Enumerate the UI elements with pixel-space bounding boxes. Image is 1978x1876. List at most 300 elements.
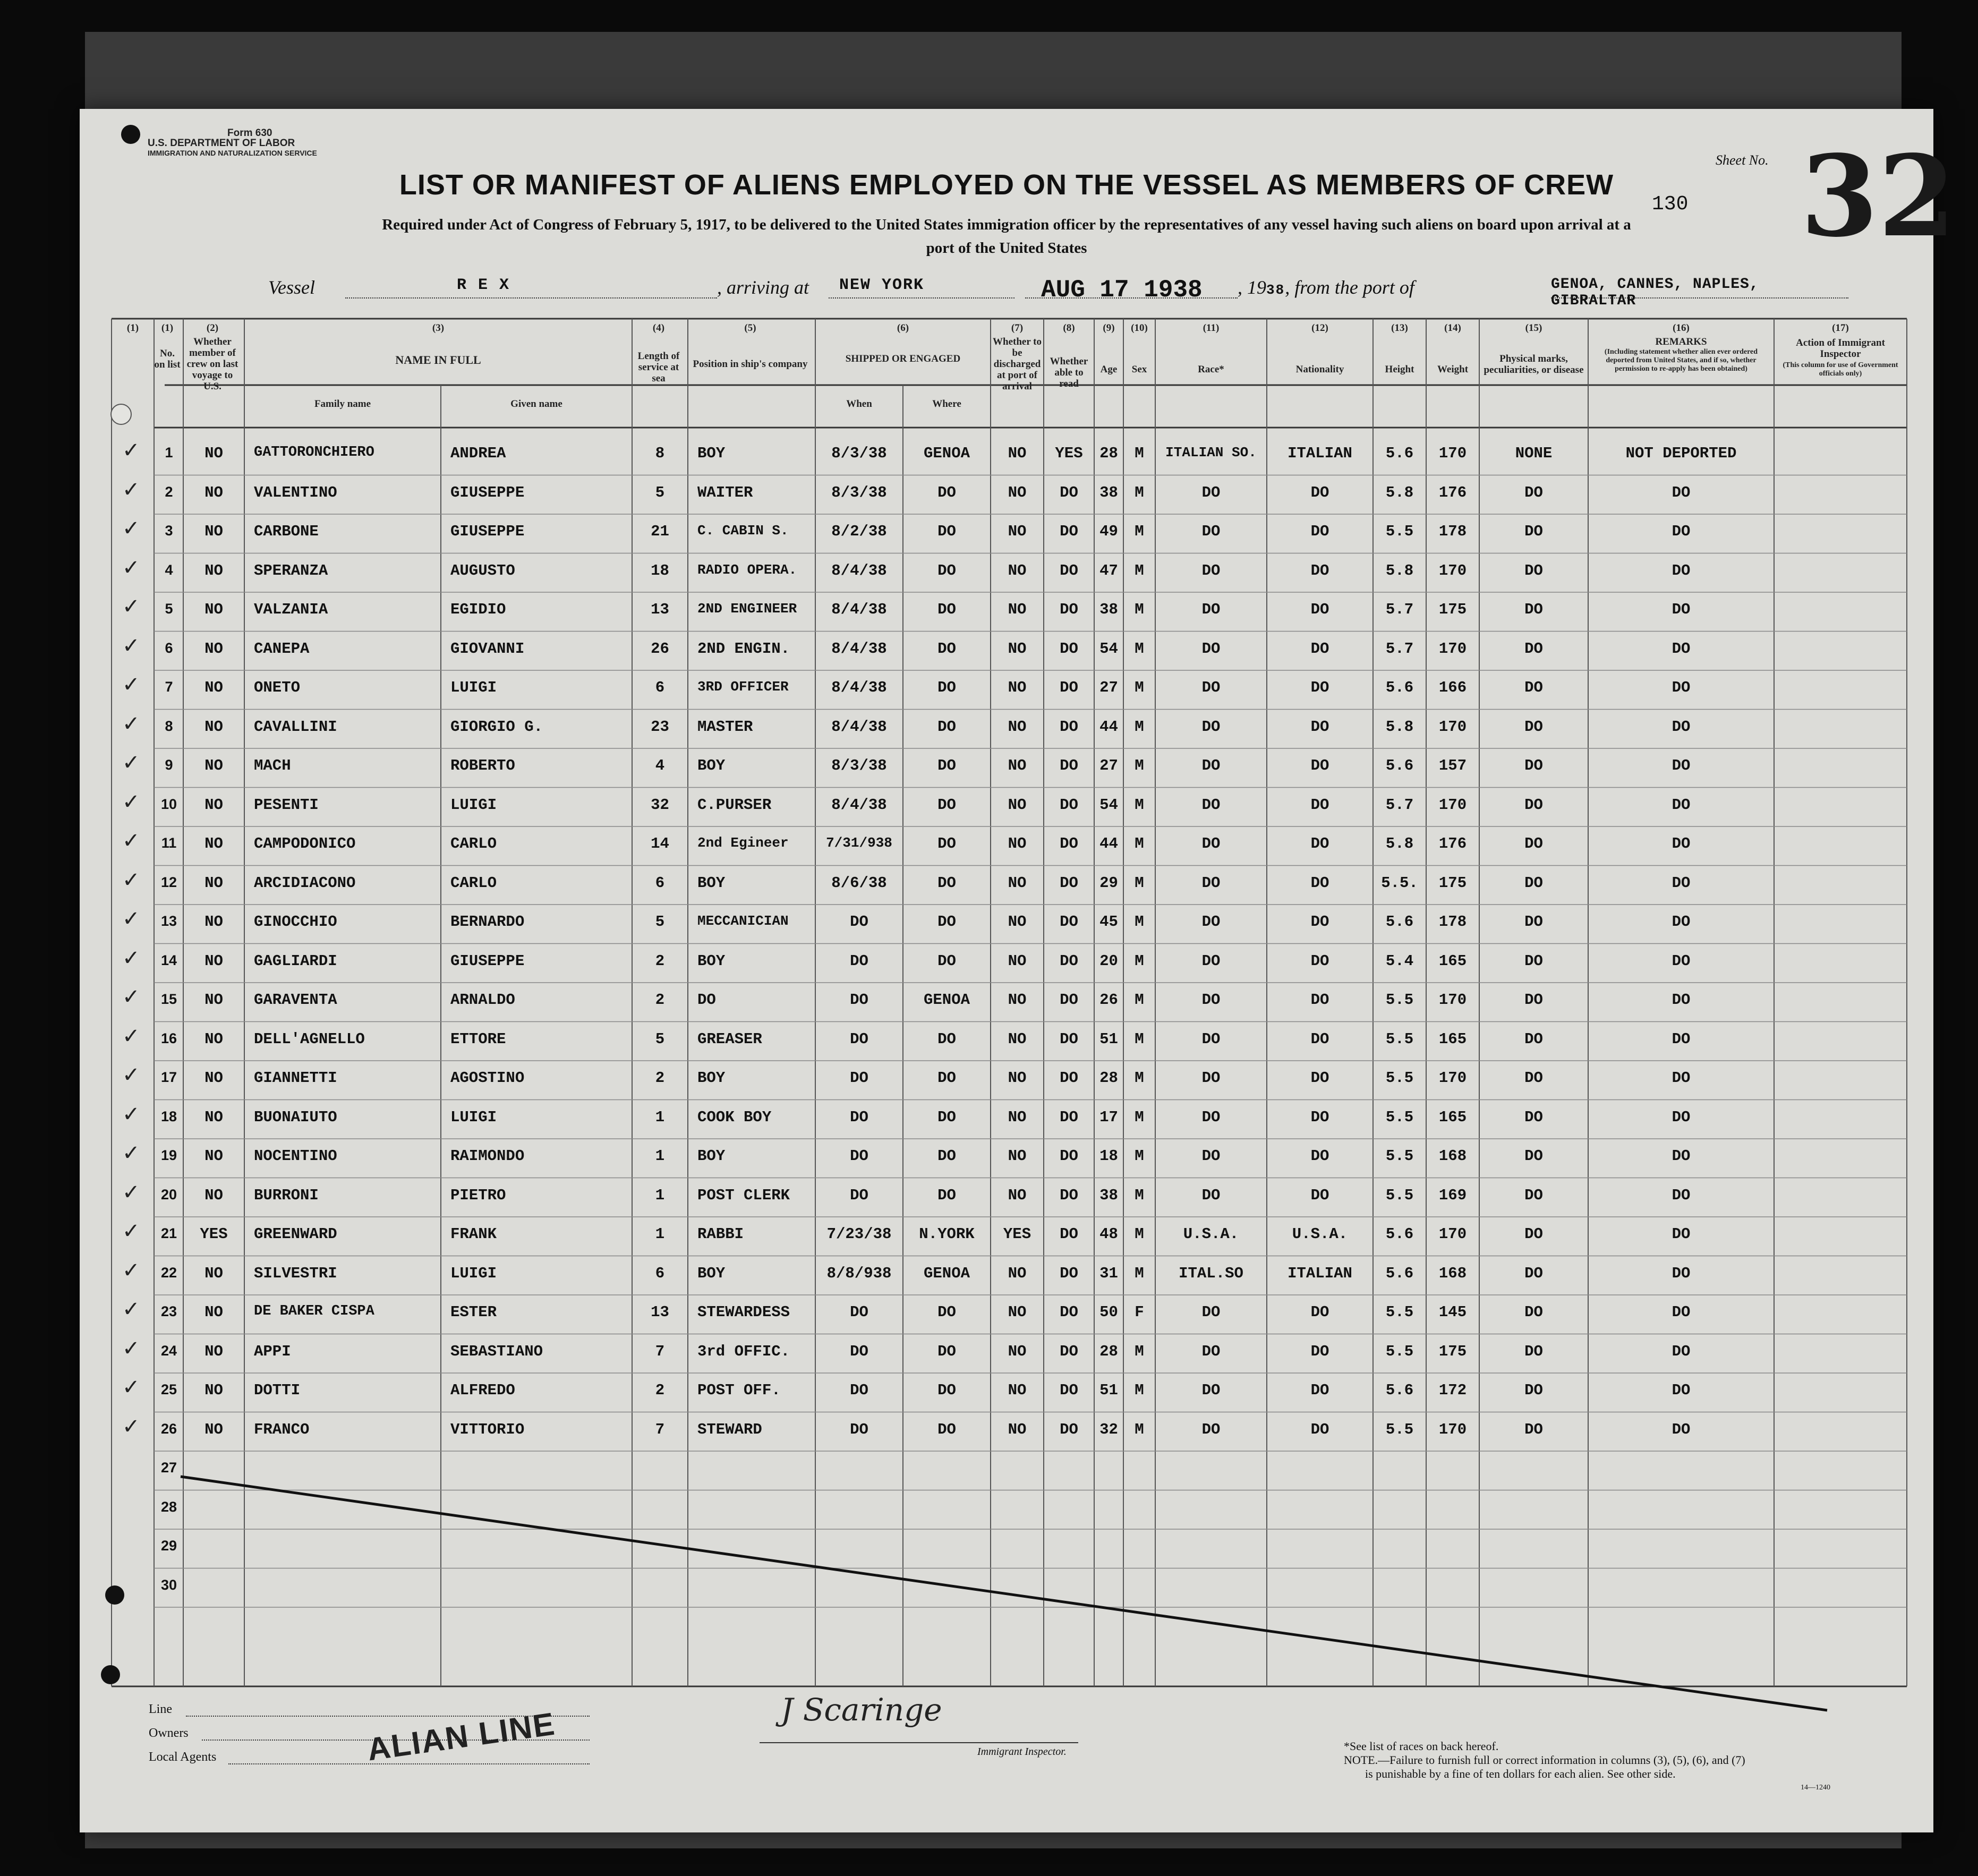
cell-nat: DO [1310,1382,1329,1399]
cell-given: GIUSEPPE [450,483,525,501]
cell-read: DO [1060,718,1078,736]
cell-read: DO [1060,1069,1078,1087]
cell-when: 8/4/38 [831,679,887,696]
check-mark-icon: ✓ [122,1024,140,1048]
check-mark-icon: ✓ [122,711,140,736]
cell-crew: NO [204,1069,223,1087]
cell-crew: NO [204,835,223,852]
cell-position: BOY [697,757,726,774]
cell-marks: DO [1524,952,1543,970]
cell-remarks: DO [1672,601,1691,618]
hdr-when: When [846,398,872,410]
cell-given: GIORGIO G. [450,718,543,736]
cell-age: 45 [1099,913,1118,931]
cell-age: 20 [1099,952,1118,970]
cell-service: 1 [655,1225,665,1243]
hdr-age: Age [1100,364,1118,375]
cell-crew: NO [204,1420,223,1438]
hdr-name-in-full: NAME IN FULL [395,353,481,366]
cell-sex: M [1135,835,1144,852]
cell-position: BOY [697,952,726,970]
cell-weight: 168 [1438,1264,1467,1282]
cell-age: 38 [1099,601,1118,618]
cell-remarks: NOT DEPORTED [1625,445,1737,462]
cell-disch: NO [1008,1342,1027,1360]
cell-read: DO [1060,561,1078,579]
from-label: , from the port of [1285,277,1414,298]
cell-age: 28 [1099,445,1118,462]
cell-given: ARNALDO [450,991,515,1009]
hdr-col7-num: (7) [1011,322,1024,334]
cell-given: CARLO [450,835,497,852]
cell-sex: M [1135,1420,1144,1438]
cell-family: GARAVENTA [254,991,337,1009]
cell-marks: DO [1524,1069,1543,1087]
cell-where: GENOA [923,1264,970,1282]
cell-race: DO [1201,1069,1221,1087]
cell-disch: NO [1008,796,1027,814]
cell-given: LUIGI [450,1264,497,1282]
cell-nat: DO [1310,1420,1329,1438]
cell-nat: DO [1310,1147,1329,1165]
cell-age: 50 [1099,1303,1118,1321]
cell-given: CARLO [450,874,497,892]
cell-nat: DO [1310,679,1329,696]
cell-where: DO [937,523,956,540]
cell-marks: DO [1524,561,1543,579]
cell-service: 2 [655,952,665,970]
cell-when: DO [850,991,868,1009]
cell-when: 8/4/38 [831,796,887,814]
cell-service: 32 [651,796,669,814]
cell-given: AUGUSTO [450,561,515,579]
cell-marks: DO [1524,1303,1543,1321]
cell-family: VALZANIA [254,601,328,618]
cell-age: 17 [1099,1108,1118,1126]
cell-given: SEBASTIANO [450,1342,543,1360]
cell-age: 38 [1099,1186,1118,1204]
cell-marks: DO [1524,679,1543,696]
cell-remarks: DO [1672,874,1691,892]
cell-crew: NO [204,601,223,618]
cell-position: POST OFF. [697,1382,781,1399]
hdr-inspector-note: (This column for use of Government officials only) [1783,361,1898,378]
cell-family: SPERANZA [254,561,328,579]
cell-weight: 170 [1438,1420,1467,1438]
row-number: 2 [165,483,173,500]
cell-height: 5.5 [1385,991,1414,1009]
cell-height: 5.5 [1385,523,1414,540]
cell-sex: M [1135,991,1144,1009]
cell-weight: 170 [1438,718,1467,736]
cell-sex: M [1135,718,1144,736]
cell-remarks: DO [1672,523,1691,540]
cell-race: DO [1201,483,1221,501]
cell-race: ITAL.SO [1179,1264,1243,1282]
cell-race: DO [1201,601,1221,618]
cell-service: 2 [655,1069,665,1087]
cell-family: GIANNETTI [254,1069,337,1087]
hdr-crew-last-voyage: Whether member of crew on last voyage to U.S. [186,336,238,392]
cell-remarks: DO [1672,1225,1691,1243]
cell-when: 8/4/38 [831,561,887,579]
cell-read: DO [1060,679,1078,696]
footer-note [1344,1739,1875,1795]
cell-when: DO [850,1186,868,1204]
cell-marks: DO [1524,601,1543,618]
cell-weight: 170 [1438,1069,1467,1087]
agents-underline [228,1763,590,1764]
vessel-label: Vessel [268,277,315,298]
cell-position: C. CABIN S. [697,523,789,539]
cell-age: 48 [1099,1225,1118,1243]
cell-position: BOY [697,1264,726,1282]
hdr-weight: Weight [1437,364,1469,375]
cell-service: 8 [655,445,665,462]
cell-position: BOY [697,445,726,462]
cell-weight: 165 [1438,952,1467,970]
row-number: 14 [160,952,177,968]
cell-age: 47 [1099,561,1118,579]
hdr-col14-num: (14) [1444,322,1461,334]
vessel-name: R E X [457,276,510,294]
cell-read: YES [1055,445,1083,462]
cell-remarks: DO [1672,796,1691,814]
inspector-label: Immigrant Inspector. [977,1746,1067,1758]
check-mark-icon: ✓ [122,1141,140,1165]
check-mark-icon: ✓ [122,1180,140,1205]
cell-service: 13 [651,1303,669,1321]
cell-crew: NO [204,445,223,462]
cell-weight: 166 [1438,679,1467,696]
cell-disch: NO [1008,601,1027,618]
cell-disch: NO [1008,561,1027,579]
cell-remarks: DO [1672,757,1691,774]
cell-disch: NO [1008,757,1027,774]
cell-position: C.PURSER [697,796,772,814]
hdr-col3-num: (3) [432,322,445,334]
cell-remarks: DO [1672,991,1691,1009]
cell-family: CARBONE [254,523,319,540]
cell-service: 6 [655,1264,665,1282]
cell-read: DO [1060,991,1078,1009]
cell-nat: DO [1310,639,1329,658]
cell-nat: DO [1310,1303,1329,1321]
cell-remarks: DO [1672,1420,1691,1438]
note-races: *See list of races on back hereof. [1344,1739,1499,1753]
row-number: 24 [160,1342,177,1359]
form-number: Form 630 [227,127,272,139]
cell-where: DO [937,1069,956,1087]
cell-position: BOY [697,874,726,892]
hdr-no-on-list: No. on list [154,348,181,370]
cell-weight: 176 [1438,835,1467,852]
cell-race: U.S.A. [1183,1225,1239,1243]
cell-family: DOTTI [254,1382,301,1399]
row-number: 27 [160,1460,177,1476]
cell-height: 5.8 [1385,718,1414,736]
cell-crew: NO [204,1264,223,1282]
row-number: 22 [160,1264,177,1281]
cell-service: 2 [655,1382,665,1399]
row-number: 17 [160,1069,177,1085]
cell-read: DO [1060,874,1078,892]
subtitle-line-1: Required under Act of Congress of February 5, 1917, to be delivered to the United States immigration officer by the representatives of any vessel having such aliens on board upon arrival at a [382,216,1631,233]
cell-sex: M [1135,445,1144,462]
cell-given: ROBERTO [450,757,515,774]
cell-position: POST CLERK [697,1186,790,1204]
cell-given: ALFREDO [450,1382,515,1399]
cell-service: 26 [651,639,669,658]
cell-where: DO [937,1186,956,1204]
cell-service: 5 [655,1030,665,1048]
check-mark-icon: ✓ [122,477,140,502]
cell-disch: NO [1008,991,1027,1009]
cell-remarks: DO [1672,835,1691,852]
cell-marks: DO [1524,913,1543,931]
cell-when: DO [850,1303,868,1321]
cell-height: 5.5 [1385,1147,1414,1165]
check-mark-icon: ✓ [122,751,140,775]
cell-height: 5.8 [1385,835,1414,852]
cell-crew: NO [204,561,223,579]
cell-position: COOK BOY [697,1108,772,1126]
cell-when: DO [850,1342,868,1360]
cell-disch: NO [1008,1303,1027,1321]
cell-position: 3rd OFFIC. [697,1342,790,1360]
cell-family: ONETO [254,679,301,696]
cell-nat: DO [1310,952,1329,970]
sheet-label: Sheet No. [1716,152,1769,168]
cell-remarks: DO [1672,1030,1691,1048]
cell-position: 2ND ENGIN. [697,639,790,658]
cell-read: DO [1060,1030,1078,1048]
cell-disch: NO [1008,835,1027,852]
cell-race: DO [1201,561,1221,579]
cell-race: DO [1201,1382,1221,1399]
cell-where: DO [937,952,956,970]
cell-service: 1 [655,1186,665,1204]
cell-where: DO [937,601,956,618]
cell-remarks: DO [1672,679,1691,696]
cell-given: ETTORE [450,1030,506,1048]
cell-marks: DO [1524,796,1543,814]
cell-nat: DO [1310,561,1329,579]
cell-service: 6 [655,874,665,892]
cell-position: RABBI [697,1225,744,1243]
cell-race: DO [1201,1030,1221,1048]
cell-read: DO [1060,1147,1078,1165]
cell-disch: NO [1008,523,1027,540]
cell-sex: M [1135,1382,1144,1399]
cell-weight: 175 [1438,874,1467,892]
cell-family: FRANCO [254,1420,310,1438]
hdr-sex: Sex [1131,364,1147,375]
cell-race: DO [1201,952,1221,970]
cell-read: DO [1060,1420,1078,1438]
row-number: 19 [160,1147,177,1163]
cell-read: DO [1060,1108,1078,1126]
cell-when: 8/8/938 [826,1264,892,1282]
cell-sex: M [1135,561,1144,579]
cell-race: DO [1201,991,1221,1009]
cell-crew: YES [200,1225,228,1243]
cell-remarks: DO [1672,1186,1691,1204]
cell-remarks: DO [1672,561,1691,579]
cell-given: ANDREA [450,445,506,462]
hdr-inspector-action: Action of Immigrant Inspector [1796,337,1885,360]
cell-age: 54 [1099,639,1118,658]
cell-crew: NO [204,1303,223,1321]
cell-sex: M [1135,639,1144,658]
cell-given: LUIGI [450,1108,497,1126]
cell-remarks: DO [1672,952,1691,970]
hdr-remarks: REMARKS [1655,336,1707,347]
cell-age: 28 [1099,1342,1118,1360]
cell-position: 2ND ENGINEER [697,601,797,617]
cell-when: DO [850,1147,868,1165]
year-label: , 1938, from the port of [1238,277,1414,298]
cell-where: DO [937,1030,956,1048]
cell-crew: NO [204,1030,223,1048]
cell-race: DO [1201,523,1221,540]
cell-weight: 170 [1438,991,1467,1009]
cell-height: 5.5 [1385,1030,1414,1048]
cell-crew: NO [204,483,223,501]
cell-age: 27 [1099,757,1118,774]
cell-when: 8/3/38 [831,483,887,501]
cell-sex: M [1135,913,1144,931]
hdr-race: Race* [1198,364,1224,375]
cell-sex: M [1135,1342,1144,1360]
cell-weight: 170 [1438,561,1467,579]
row-number: 9 [165,757,173,773]
cell-sex: M [1135,874,1144,892]
cell-crew: NO [204,757,223,774]
cell-service: 1 [655,1108,665,1126]
cell-family: DELL'AGNELLO [254,1030,365,1048]
cell-disch: NO [1008,639,1027,658]
cell-race: DO [1201,679,1221,696]
cell-where: DO [937,639,956,658]
cell-disch: NO [1008,952,1027,970]
cell-position: DO [697,991,716,1009]
cell-disch: NO [1008,1420,1027,1438]
hdr-discharged: Whether to be discharged at port of arrival [993,336,1042,392]
cell-weight: 145 [1438,1303,1467,1321]
cell-disch: YES [1003,1225,1031,1243]
cell-given: EGIDIO [450,601,506,618]
check-mark-icon: ✓ [122,1375,140,1400]
check-mark-icon: ✓ [122,945,140,970]
cell-position: 2nd Egineer [697,835,789,851]
cell-sex: M [1135,601,1144,618]
cell-remarks: DO [1672,639,1691,658]
service-name: IMMIGRATION AND NATURALIZATION SERVICE [148,149,317,157]
sheet-number: 32 [1801,131,1956,262]
cell-family: CANEPA [254,639,310,658]
cell-where: DO [937,1420,956,1438]
cell-sex: F [1135,1303,1144,1321]
note-penalty-1: NOTE.—Failure to furnish full or correct information in columns (3), (5), (6), and (7) [1344,1753,1745,1767]
cell-when: DO [850,1382,868,1399]
cell-service: 18 [651,561,669,579]
manifest-title: LIST OR MANIFEST OF ALIENS EMPLOYED ON THE VESSEL AS MEMBERS OF CREW [399,169,1614,201]
cell-position: MASTER [697,718,753,736]
check-mark-icon: ✓ [122,829,140,853]
cell-read: DO [1060,601,1078,618]
agents-label: Local Agents [149,1750,217,1764]
cell-marks: NONE [1515,445,1553,462]
cell-height: 5.6 [1385,1382,1414,1399]
check-mark-icon: ✓ [122,633,140,658]
cell-height: 5.6 [1385,757,1414,774]
cell-remarks: DO [1672,1264,1691,1282]
cell-race: DO [1201,1342,1221,1360]
row-number: 5 [165,601,173,617]
cell-position: RADIO OPERA. [697,561,797,578]
check-mark-icon: ✓ [122,438,140,463]
cell-height: 5.5 [1385,1108,1414,1126]
cell-where: DO [937,483,956,501]
cell-where: DO [937,1382,956,1399]
cell-when: 8/4/38 [831,718,887,736]
cell-family: GATTORONCHIERO [254,445,374,461]
cell-remarks: DO [1672,718,1691,736]
from-ports: GENOA, CANNES, NAPLES, GIBRALTAR [1551,276,1759,309]
cell-given: ESTER [450,1303,497,1321]
cell-where: GENOA [923,991,970,1009]
hdr-col16-num: (16) [1673,322,1690,334]
hdr-col4-num: (4) [652,322,665,334]
cell-crew: NO [204,874,223,892]
cell-where: DO [937,757,956,774]
cell-when: DO [850,1420,868,1438]
cell-nat: DO [1310,796,1329,814]
cell-age: 28 [1099,1069,1118,1087]
cell-given: LUIGI [450,796,497,814]
owners-label: Owners [149,1726,189,1740]
hdr-col10-num: (10) [1131,322,1148,334]
cell-marks: DO [1524,991,1543,1009]
cell-disch: NO [1008,1069,1027,1087]
cell-nat: DO [1310,835,1329,852]
cell-marks: DO [1524,523,1543,540]
cell-family: VALENTINO [254,483,337,501]
row-number: 16 [160,1030,177,1046]
cell-weight: 170 [1438,796,1467,814]
cell-disch: NO [1008,1030,1027,1048]
cell-weight: 165 [1438,1030,1467,1048]
row-number: 28 [160,1498,177,1515]
cell-age: 54 [1099,796,1118,814]
cell-service: 14 [651,835,669,852]
check-mark-icon: ✓ [122,1102,140,1127]
check-mark-icon: ✓ [122,1258,140,1283]
row-number: 6 [165,639,173,656]
cell-disch: NO [1008,874,1027,892]
cell-where: DO [937,1147,956,1165]
punch-hole-icon [110,404,132,425]
year-value: 38 [1266,282,1285,298]
cell-height: 5.4 [1385,952,1414,970]
cell-nat: DO [1310,1069,1329,1087]
cell-age: 38 [1099,483,1118,501]
cell-where: DO [937,1303,956,1321]
cell-crew: NO [204,1186,223,1204]
cell-height: 5.7 [1385,796,1414,814]
row-number: 26 [160,1420,177,1437]
